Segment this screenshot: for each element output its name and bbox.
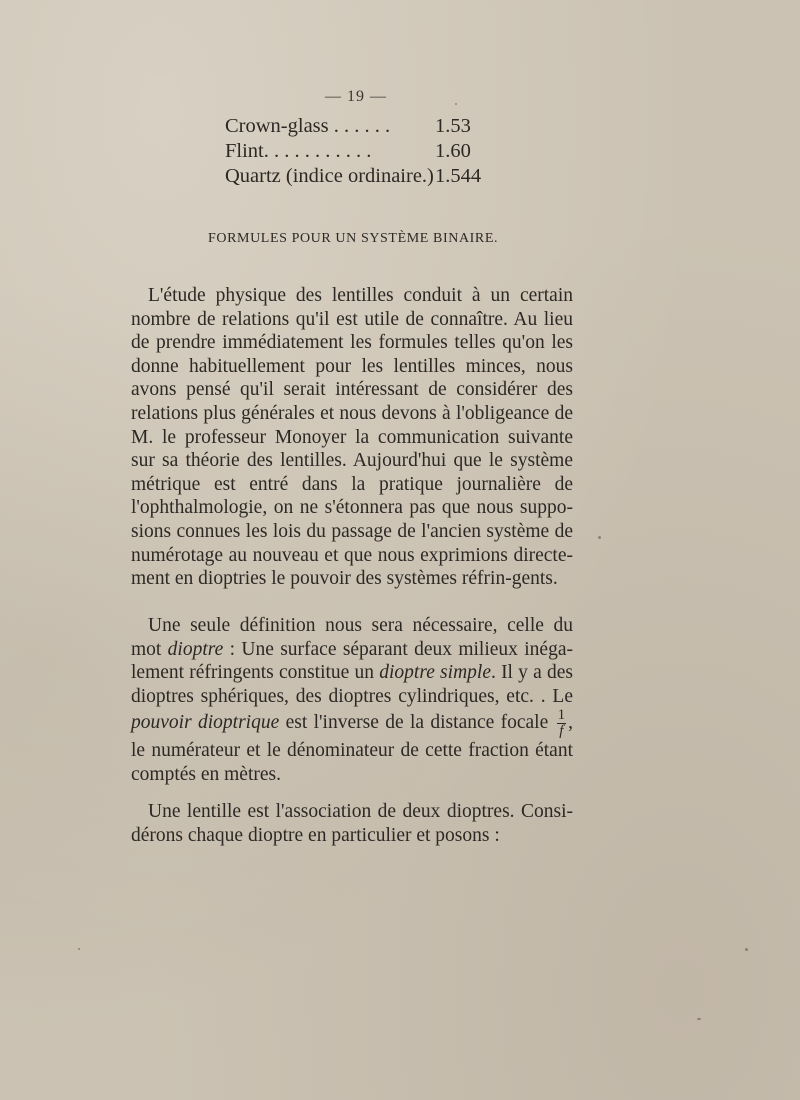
term-dioptre: dioptre	[167, 638, 224, 660]
paper-speck	[745, 948, 748, 951]
paper-speck	[598, 536, 601, 539]
paper-speck	[697, 1018, 701, 1020]
material-name: Crown-glass . . . . . .	[225, 115, 391, 137]
fraction-denominator: f	[559, 723, 564, 740]
term-pouvoir-dioptrique: pouvoir dioptrique	[131, 712, 280, 734]
fraction-one-over-f	[557, 708, 567, 739]
material-name: Flint. . . . . . . . . . .	[225, 140, 372, 162]
term-dioptre-simple: dioptre simple	[379, 662, 491, 684]
paragraph-text: est l'inverse de la distance focale	[279, 712, 555, 734]
index-value: 1.53	[435, 115, 471, 137]
material-name: Quartz (indice ordinaire.)	[225, 165, 434, 187]
page-number: — 19 —	[325, 88, 387, 105]
section-heading: FORMULES POUR UN SYSTÈME BINAIRE.	[208, 231, 499, 246]
paper-speck	[78, 948, 80, 950]
paragraph-lens-study	[131, 284, 573, 591]
paragraph-text: , le numérateur et le dénominateur de cette fraction étant comptés en mètres.	[131, 712, 573, 785]
paragraph-text: . Il y a des dioptres sphériques, des dioptres cylindriques, etc. . Le	[131, 662, 573, 707]
index-value: 1.544	[435, 165, 482, 187]
paragraph-text: Une seule définition nous sera nécessaire, celle du mot	[131, 615, 573, 660]
paragraph-lens-association	[131, 800, 573, 847]
paper-speck	[455, 103, 457, 105]
index-value: 1.60	[435, 140, 471, 162]
fraction-numerator: 1	[557, 707, 566, 724]
paragraph-text: Une lentille est l'association de deux dioptres. Consi-dérons chaque dioptre en particulier et posons :	[131, 801, 573, 846]
paragraph-dioptre-definition	[131, 614, 573, 787]
paragraph-text: : Une surface séparant deux milieux inéga-lement réfringents constitue un	[131, 638, 573, 684]
paragraph-text: L'étude physique des lentilles conduit à un certain nombre de relations qu'il est utile de connaître. Au lieu de prendre immédiatement les formules telles qu'on les donne habituellement pour les lentilles minces, nous avons pensé qu'il serait intéressant de considérer des relations plus générales et nous devons à l'obligeance de M. le professeur Monoyer la communication suivante sur sa théorie des lentilles. Aujourd'hui que le système métrique est entré dans la pratique journalière de l'ophthalmologie, on ne s'étonnera pas que nous suppo-sions connues les lois du passage de l'ancien système de numérotage au nouveau et que nous exprimions directe-ment en dioptries le pouvoir des systèmes réfrin-gents.	[131, 285, 573, 590]
